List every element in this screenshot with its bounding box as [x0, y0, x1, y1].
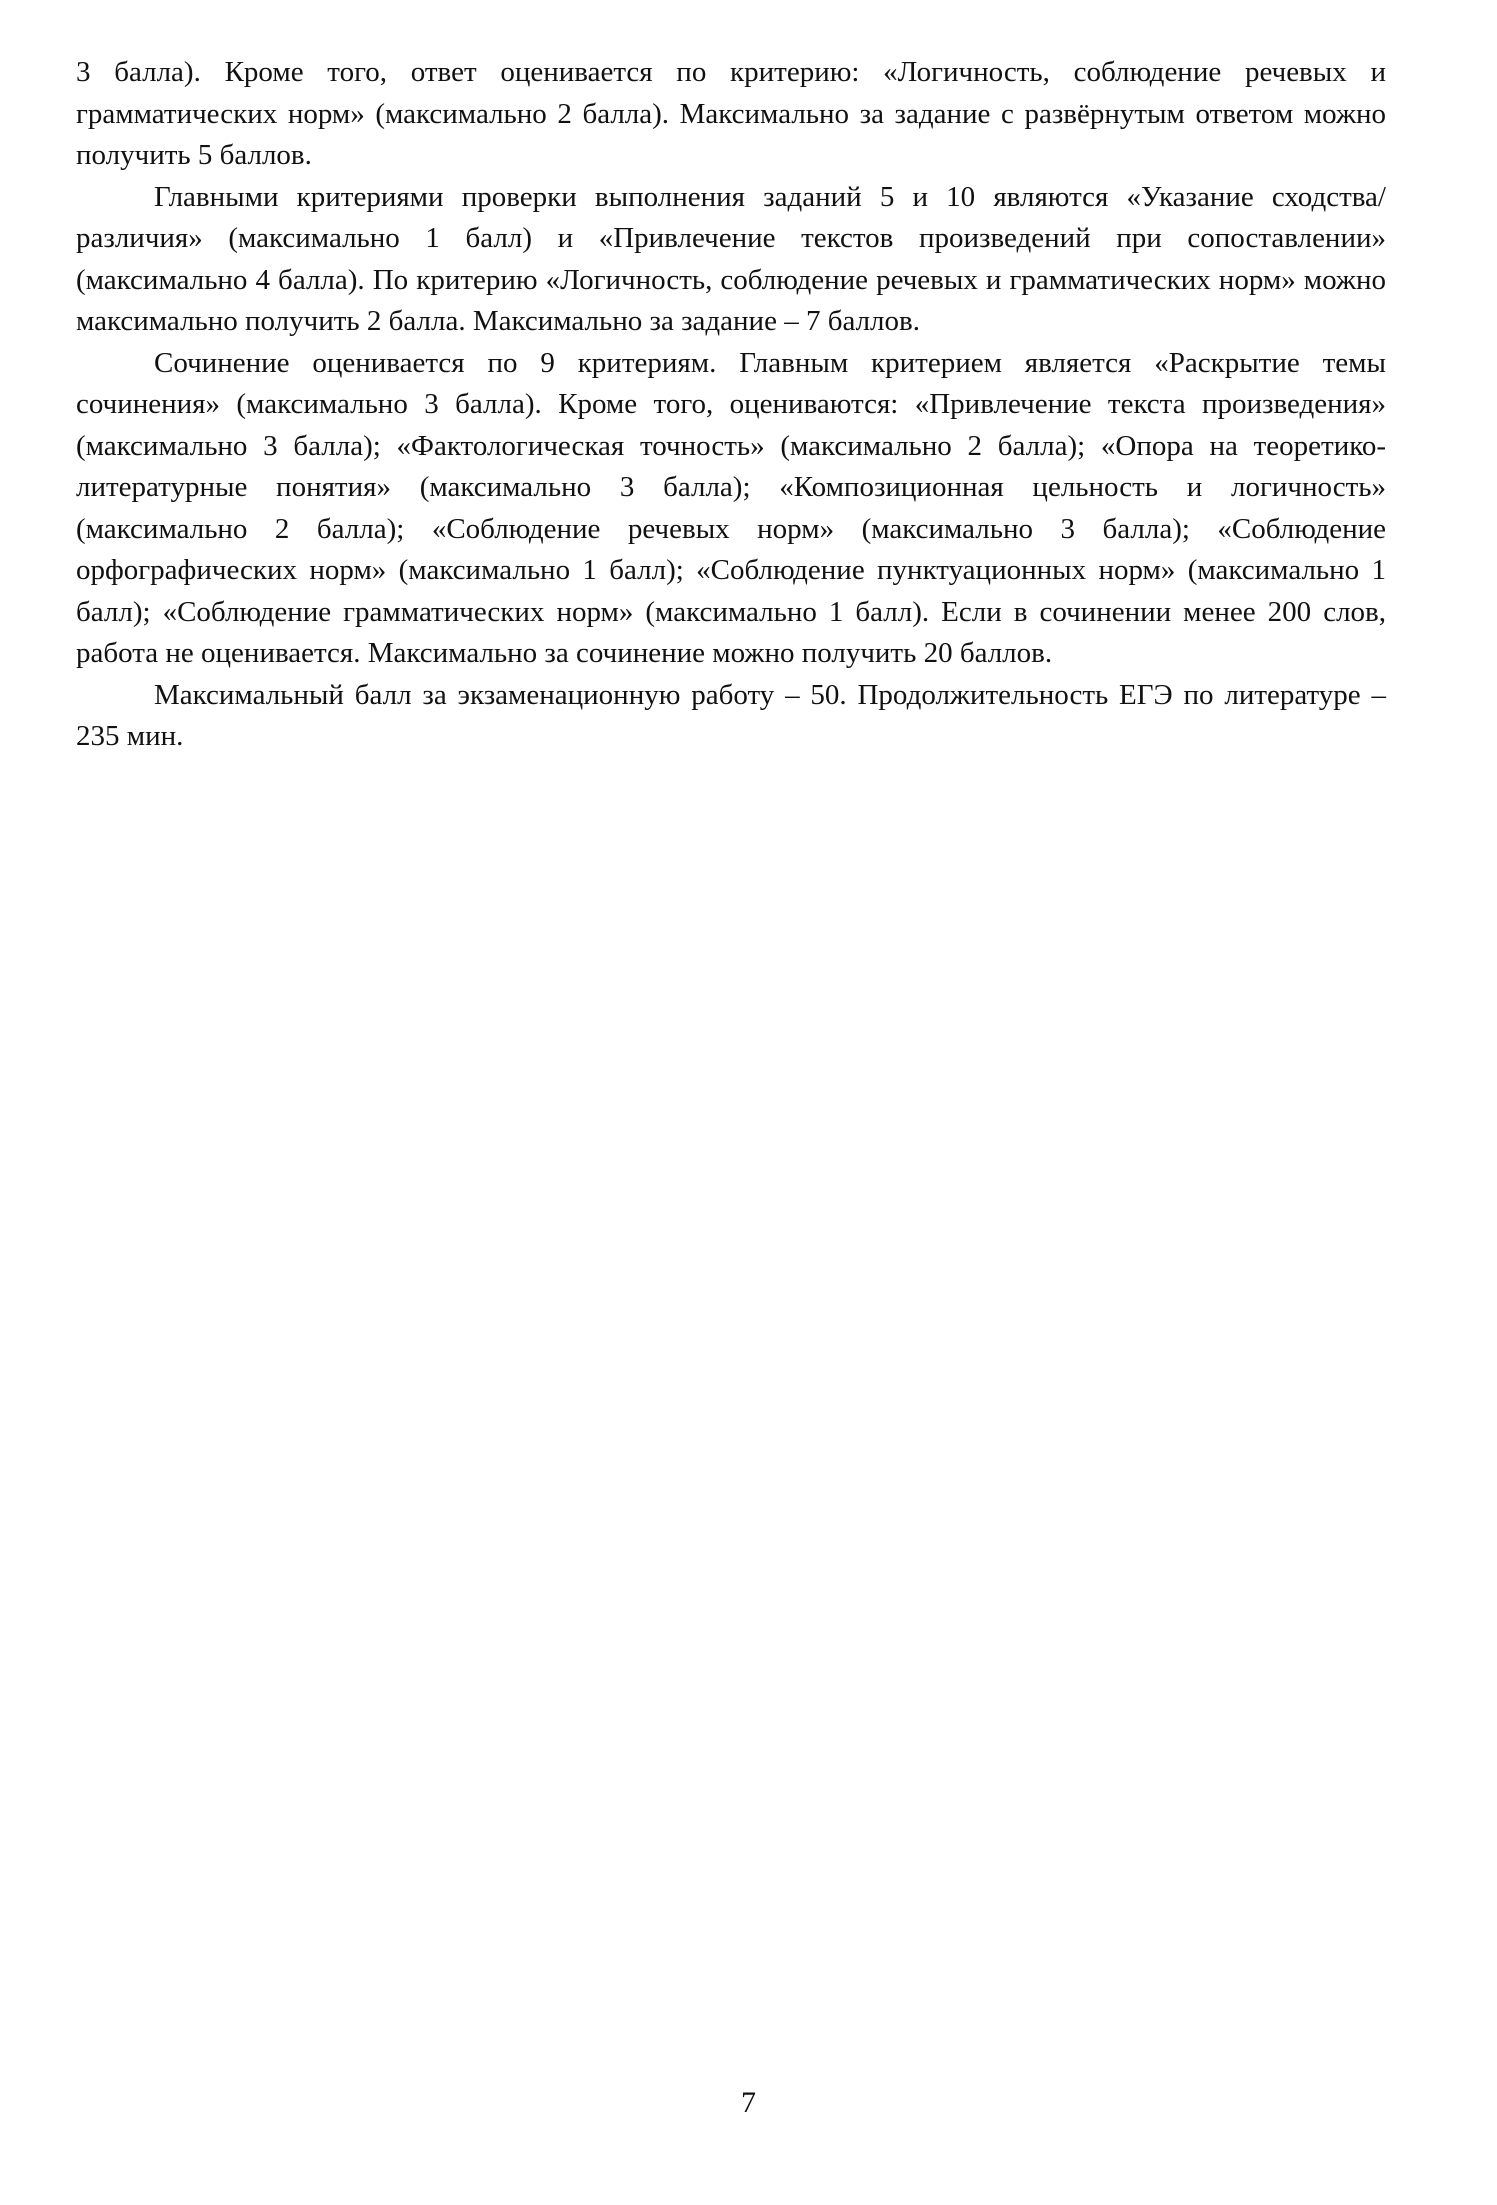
paragraph-continuation: 3 балла). Кроме того, ответ оценивается по критерию: «Логичность, соблюдение речевых и грамматических норм» (максимально 2 балла). Максимально за задание с развёрнутым ответом можно получить 5 баллов.: [76, 56, 1386, 171]
document-page: [76, 52, 1386, 758]
paragraph-criteria-tasks-5-10: Главными критериями проверки выполнения заданий 5 и 10 являются «Указание сходства/различия» (максимально 1 балл) и «Привлечение текстов произведений при сопоставлении» (максимально 4 балла). По критерию «Логичность, соблюдение речевых и грамматических норм» можно максимально получить 2 балла. Максимально за задание – 7 баллов.: [76, 180, 1386, 337]
paragraph-essay-criteria: Сочинение оценивается по 9 критериям. Главным критерием является «Раскрытие темы сочинения» (максимально 3 балла). Кроме того, оцениваются: «Привлечение текста произведения» (максимально 3 балла); «Фактологическая точность» (максимально 2 балла); «Опора на теоретико-литературные понятия» (максимально 3 балла); «Композиционная цельность и логичность» (максимально 2 балла); «Соблюдение речевых норм» (максимально 3 балла); «Соблюдение орфографических норм» (максимально 1 балл); «Соблюдение пунктуационных норм» (максимально 1 балл); «Соблюдение грамматических норм» (максимально 1 балл). Если в сочинении менее 200 слов, работа не оценивается. Максимально за сочинение можно получить 20 баллов.: [76, 346, 1386, 669]
paragraph-max-score: Максимальный балл за экзаменационную работу – 50. Продолжительность ЕГЭ по литературе – 235 мин.: [76, 678, 1386, 752]
page-number: 7: [741, 2086, 756, 2119]
